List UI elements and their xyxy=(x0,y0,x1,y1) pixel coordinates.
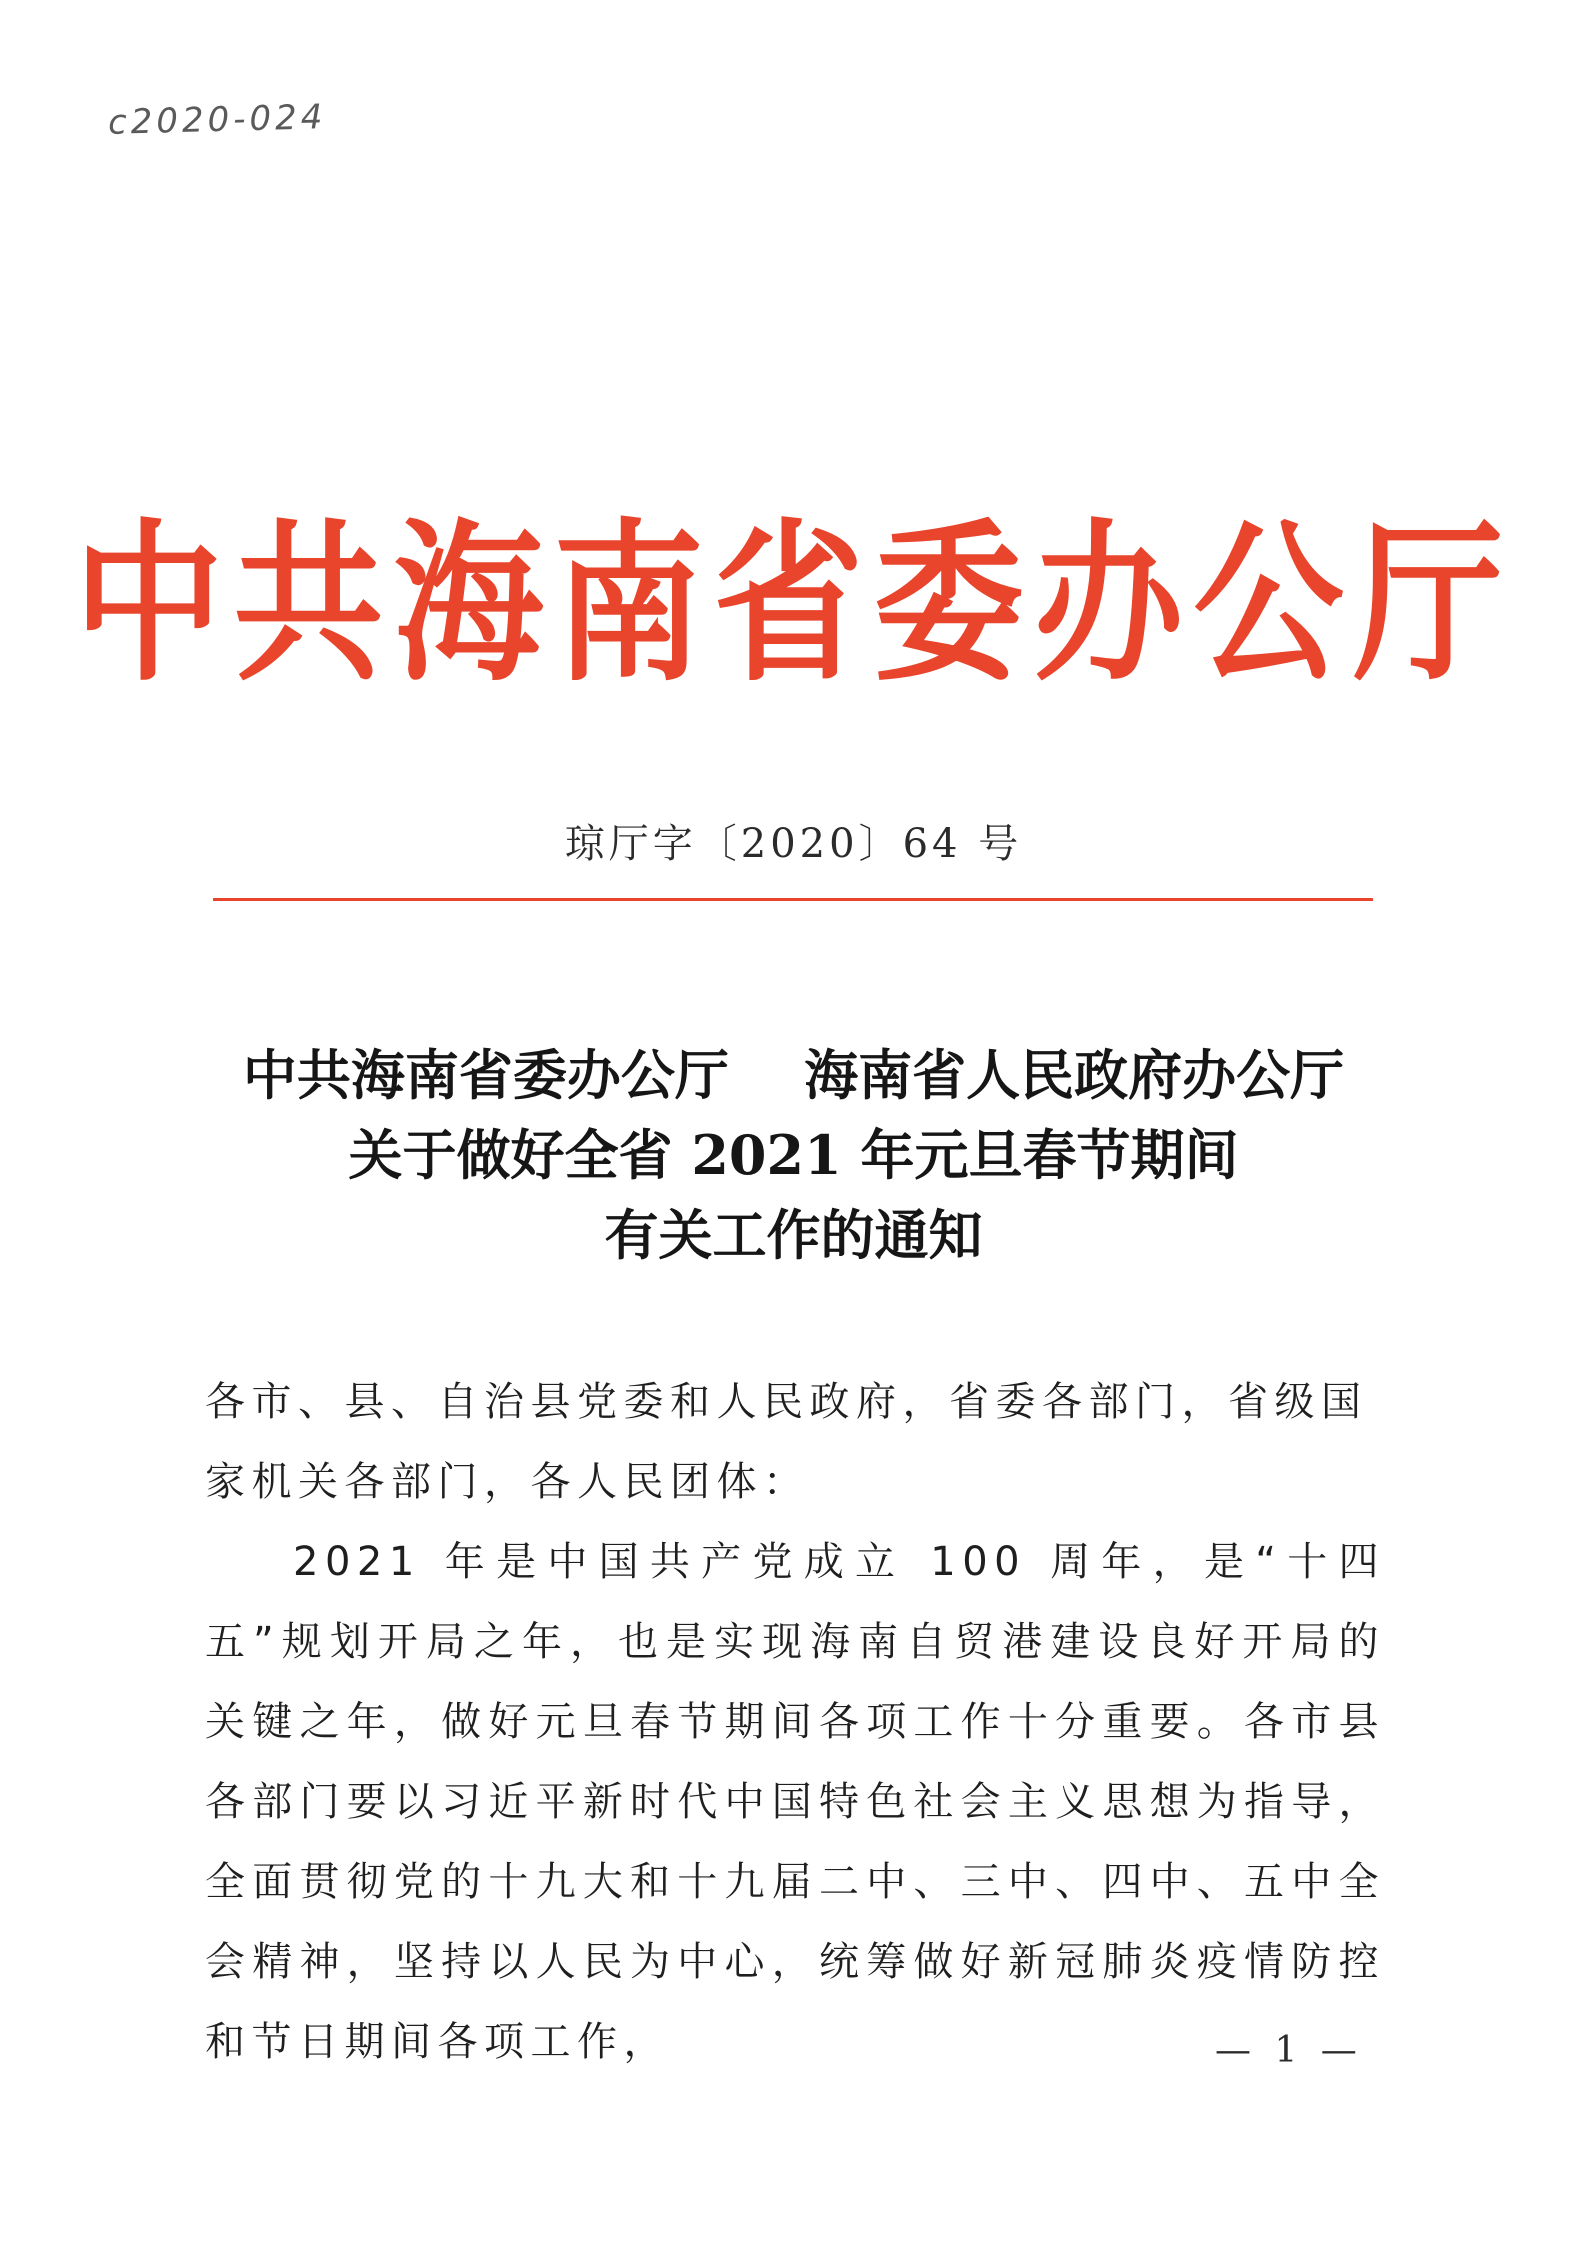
title-line-3: 有关工作的通知 xyxy=(604,1203,983,1267)
red-divider-line xyxy=(213,898,1373,901)
salutation: 各市、县、自治县党委和人民政府，省委各部门，省级国家机关各部门，各人民团体： xyxy=(205,1379,1368,1505)
red-masthead: 中共海南省委办公厅 xyxy=(73,504,1514,706)
document-body xyxy=(205,1362,1385,2082)
title-line-1: 中共海南省委办公厅 海南省人民政府办公厅 xyxy=(242,1043,1345,1107)
document-title xyxy=(0,1035,1587,1275)
document-number: 琼厅字〔2020〕64 号 xyxy=(564,821,1023,867)
body-paragraph-1: 2021 年是中国共产党成立 100 周年，是“十四五”规划开局之年，也是实现海南自贸港建设良好开局的关键之年，做好元旦春节期间各项工作十分重要。各市县各部门要以习近平新时代中国特色社会主义思想为指导，全面贯彻党的十九大和十九届二中、三中、四中、五中全会精神，坚持以人民为中心，统筹做好新冠肺炎疫情防控和节日期间各项工作， xyxy=(205,1539,1385,2065)
title-line-2: 关于做好全省 2021 年元旦春节期间 xyxy=(348,1123,1239,1187)
page-number: — 1 — xyxy=(1215,2030,1363,2071)
handwritten-note: c2020-024 xyxy=(107,97,327,143)
